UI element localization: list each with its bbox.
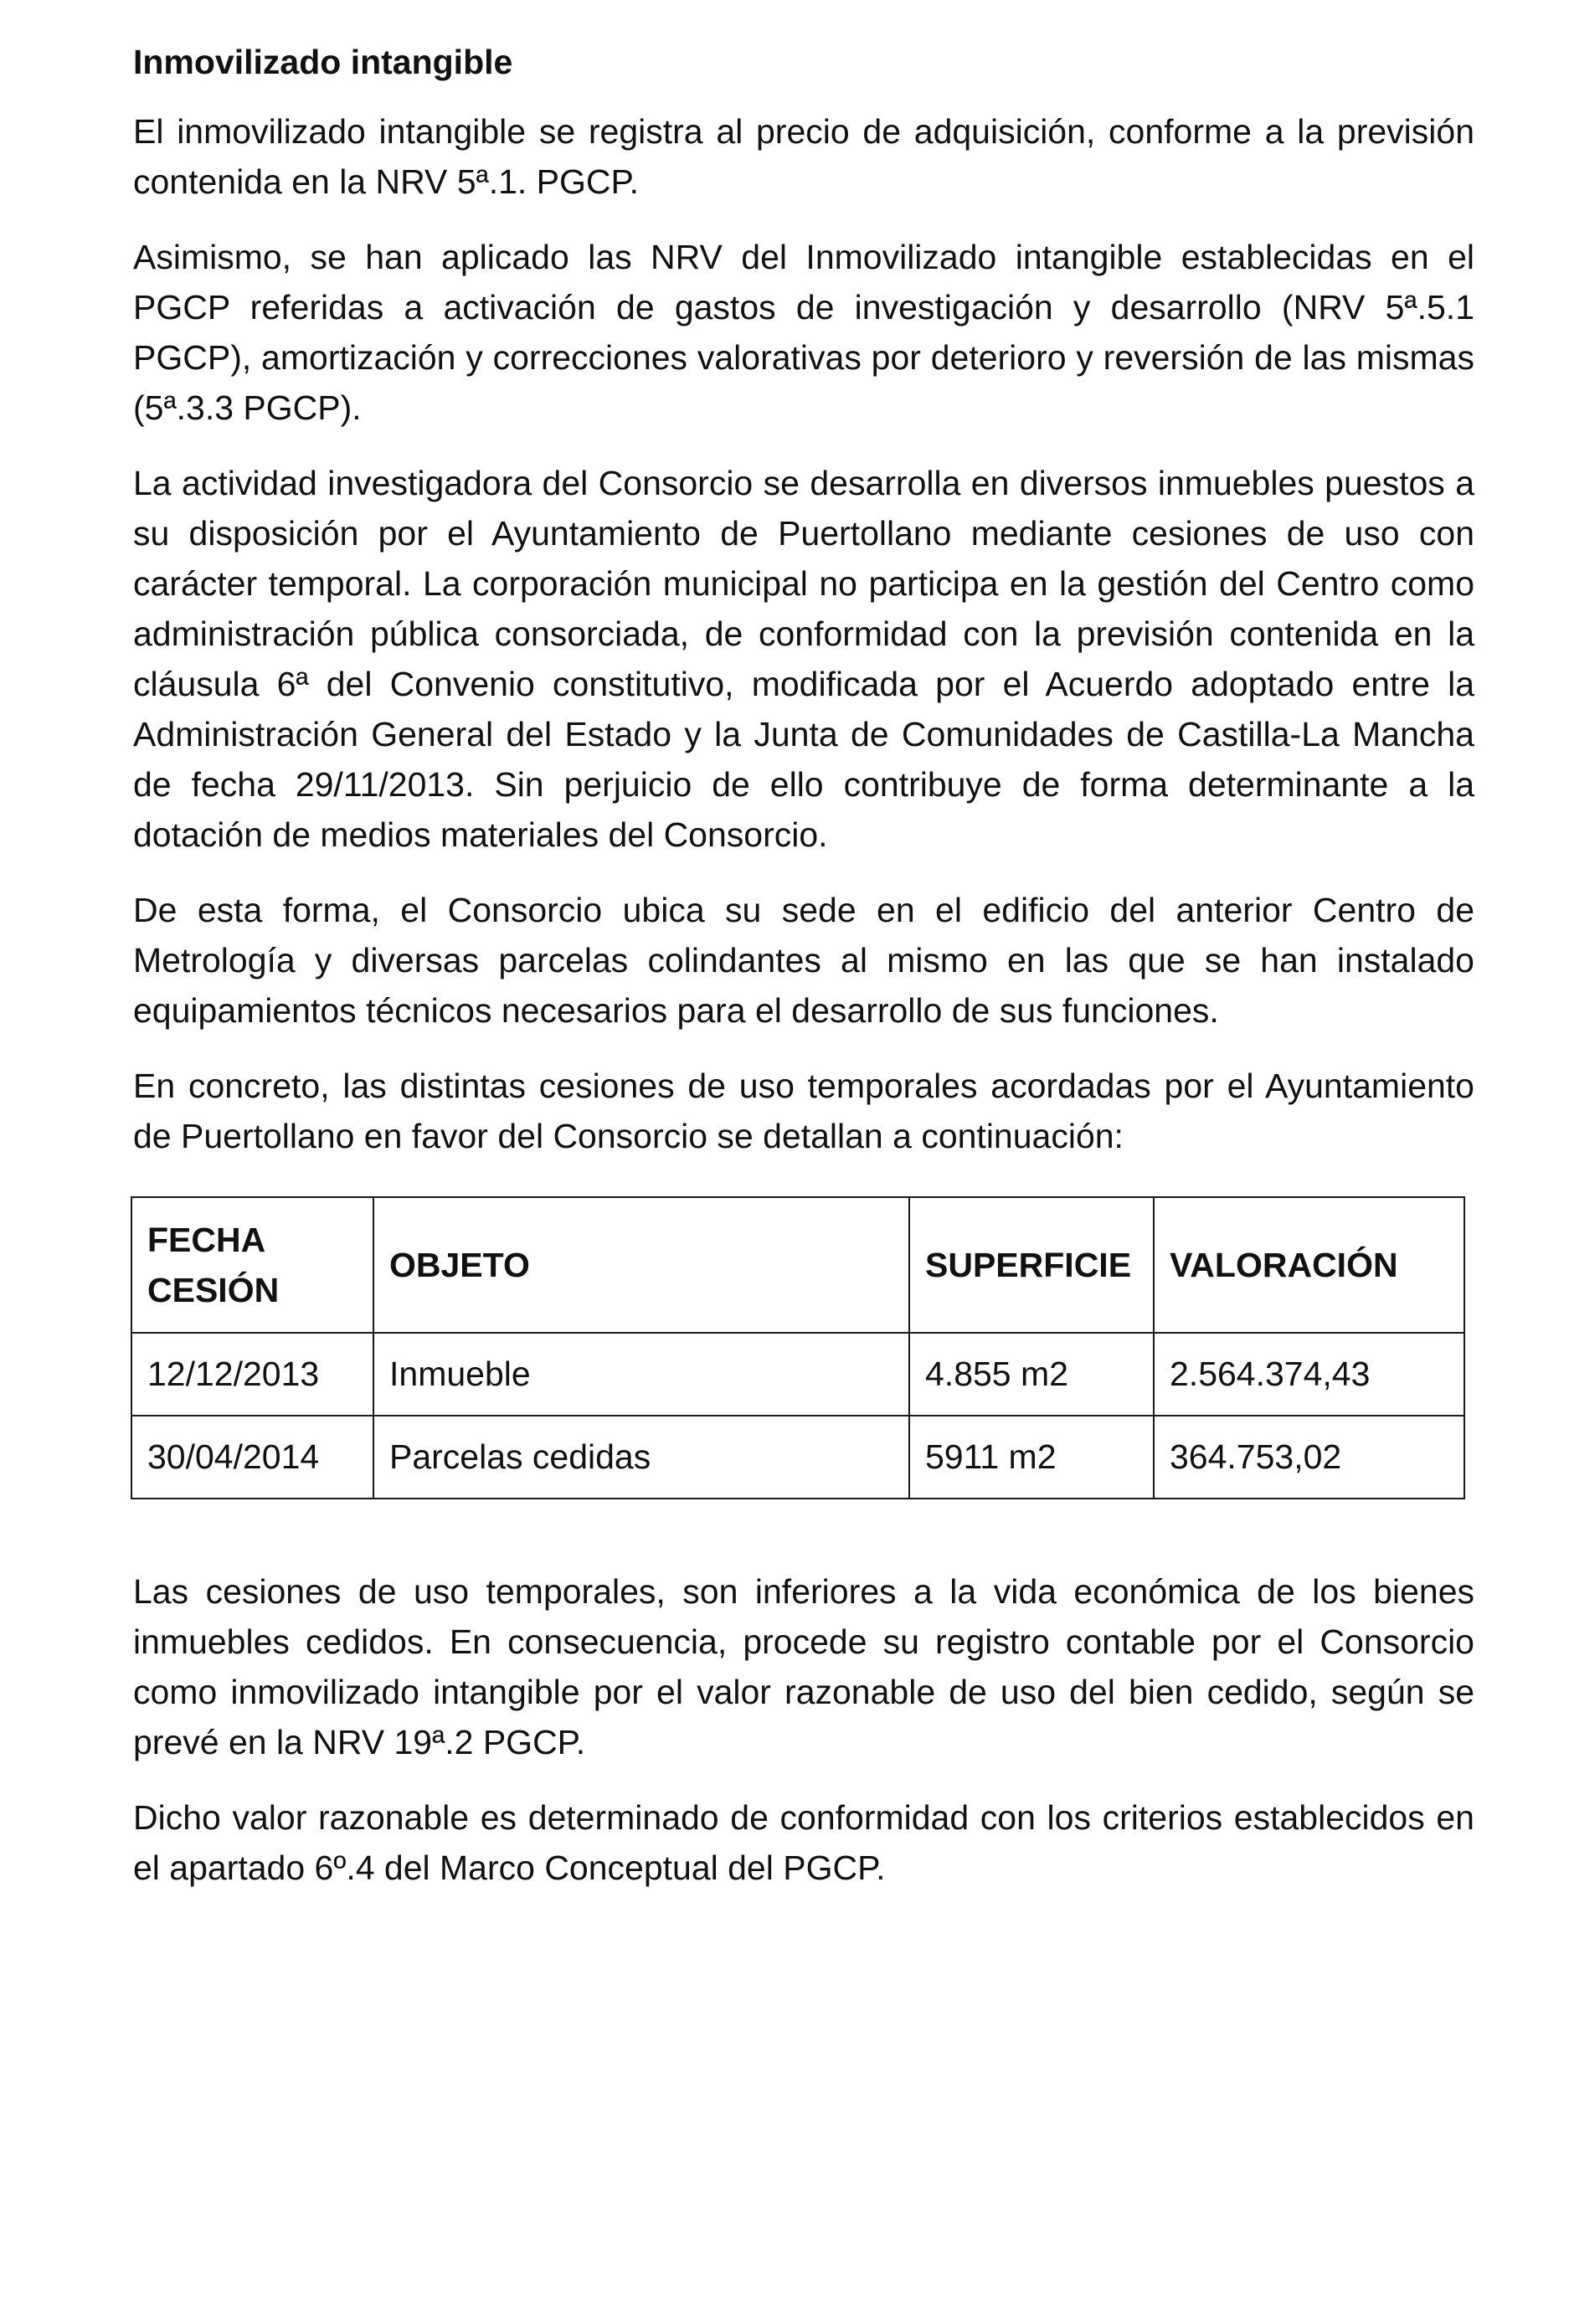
table-row [131, 1416, 1464, 1499]
paragraph-research-activity: La actividad investigadora del Consorcio se desarrolla en diversos inmuebles puestos a su disposición por el Ayuntamiento de Puertollano mediante cesiones de uso con carácter temporal. La corporación municipal no participa en la gestión del Centro como administración pública consorciada, de conformidad con la previsión contenida en la cláusula 6ª del Convenio constitutivo, modificada por el Acuerdo adoptado entre la Administración General del Estado y la Junta de Comunidades de Castilla-La Mancha de fecha 29/11/2013. Sin perjuicio de ello contribuye de forma determinante a la dotación de medios materiales del Consorcio. [133, 464, 1474, 855]
header-objeto: OBJETO [373, 1197, 909, 1333]
paragraph-nrv: Asimismo, se han aplicado las NRV del Inmovilizado intangible establecidas en el PGCP referidas a activación de gastos de investigación y desarrollo (NRV 5ª.5.1 PGCP), amortización y correcciones valorativas por deterioro y reversión de las mismas (5ª.3.3 PGCP). [133, 238, 1474, 428]
header-fecha-cesion [131, 1197, 373, 1333]
table-row [131, 1333, 1464, 1416]
paragraph-accounting-record: Las cesiones de uso temporales, son inferiores a la vida económica de los bienes inmuebles cedidos. En consecuencia, procede su registro contable por el Consorcio como inmovilizado intangible por el valor razonable de uso del bien cedido, según se prevé en la NRV 19ª.2 PGCP. [133, 1572, 1474, 1762]
header-superficie: SUPERFICIE [909, 1197, 1154, 1333]
table-header-row [131, 1197, 1464, 1333]
header-fecha-line2: CESIÓN [147, 1271, 280, 1310]
document-page [133, 42, 1474, 1918]
cell-superficie: 4.855 m2 [909, 1333, 1154, 1416]
cessions-table-wrapper [133, 1196, 1474, 1506]
cessions-table [131, 1196, 1465, 1499]
cell-superficie: 5911 m2 [909, 1416, 1154, 1499]
header-valoracion: VALORACIÓN [1154, 1197, 1464, 1333]
cell-valoracion: 2.564.374,43 [1154, 1333, 1464, 1416]
cell-objeto: Parcelas cedidas [373, 1416, 909, 1499]
paragraph-cessions-intro: En concreto, las distintas cesiones de uso temporales acordadas por el Ayuntamiento de Puertollano en favor del Consorcio se detallan a continuación: [133, 1067, 1474, 1156]
section-heading: Inmovilizado intangible [133, 43, 513, 81]
header-fecha-line1: FECHA [147, 1221, 266, 1260]
cell-valoracion: 364.753,02 [1154, 1416, 1464, 1499]
cell-fecha: 12/12/2013 [131, 1333, 373, 1416]
paragraph-headquarters: De esta forma, el Consorcio ubica su sede en el edificio del anterior Centro de Metrología y diversas parcelas colindantes al mismo en las que se han instalado equipamientos técnicos necesarios para el desarrollo de sus funciones. [133, 891, 1474, 1031]
paragraph-fair-value: Dicho valor razonable es determinado de conformidad con los criterios establecidos en el apartado 6º.4 del Marco Conceptual del PGCP. [133, 1798, 1474, 1888]
cell-objeto: Inmueble [373, 1333, 909, 1416]
paragraph-acquisition: El inmovilizado intangible se registra al precio de adquisición, conforme a la previsión contenida en la NRV 5ª.1. PGCP. [133, 112, 1474, 202]
cell-fecha: 30/04/2014 [131, 1416, 373, 1499]
